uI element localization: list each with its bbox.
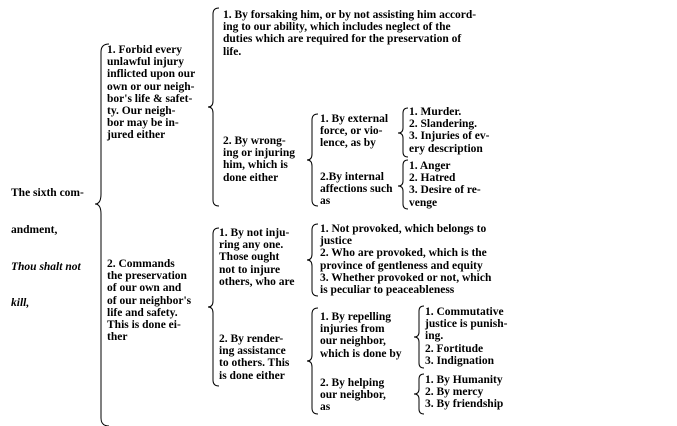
forsaking-node: 1. By forsaking him, or by not assisting him accord- ing to our ability, which includes neglect of the duties which are required for the preservation of life.	[223, 9, 477, 58]
repelling-brace	[414, 306, 424, 368]
internal-affections-node: 2.By internal affections such as	[320, 171, 393, 208]
not-injuring-brace	[307, 224, 318, 296]
not-injuring-list: 1. Not provoked, which belongs to justice 2. Who are provoked, which is the province of gentleness and equity 3. Whether provoked or not, which is peculiar to peaceableness	[320, 223, 492, 297]
internal-affections-list: 1. Anger 2. Hatred 3. Desire of re- venge	[409, 160, 481, 209]
forbid-node: 1. Forbid every unlawful injury inflicted upon our own or our neigh- bor's life & safet- ty. Our neigh- bor may be in- jured either	[107, 44, 196, 142]
commands-node: 2. Commands the preservation of our own and of our neighbor's life and safety. This is done ei- ther	[107, 258, 192, 344]
helping-node: 2. By helping our neighbor, as	[320, 377, 386, 414]
helping-list: 1. By Humanity 2. By mercy 3. By friendship	[425, 374, 504, 411]
forbid-brace	[208, 8, 219, 206]
external-force-list: 1. Murder. 2. Slandering. 3. Injuries of ev- ery description	[409, 106, 490, 155]
repelling-list: 1. Commutative justice is punish- ing. 2. Fortitude 3. Indignation	[425, 306, 508, 367]
commands-brace	[208, 228, 219, 386]
root-title-line2: andment,	[11, 224, 58, 237]
root-title-line1: The sixth com-	[11, 187, 84, 200]
helping-brace	[414, 374, 424, 414]
repelling-node: 1. By repelling injuries from our neighbor, which is done by	[320, 311, 402, 360]
wronging-brace	[307, 114, 318, 206]
not-injuring-node: 1. By not inju- ring any one. Those ought not to injure others, who are	[219, 227, 295, 288]
root-title-line3: Thou shalt not	[11, 260, 81, 273]
external-force-node: 1. By external force, or vio- lence, as by	[320, 113, 389, 150]
root-title	[11, 163, 84, 322]
rendering-brace	[307, 308, 318, 414]
external-brace	[398, 108, 408, 157]
rendering-node: 2. By render- ing assistance to others. This is done either	[219, 333, 290, 382]
wronging-node: 2. By wrong- ing or injuring him, which is done either	[223, 135, 295, 184]
root-title-line4: kill,	[11, 297, 30, 310]
internal-brace	[398, 160, 408, 209]
